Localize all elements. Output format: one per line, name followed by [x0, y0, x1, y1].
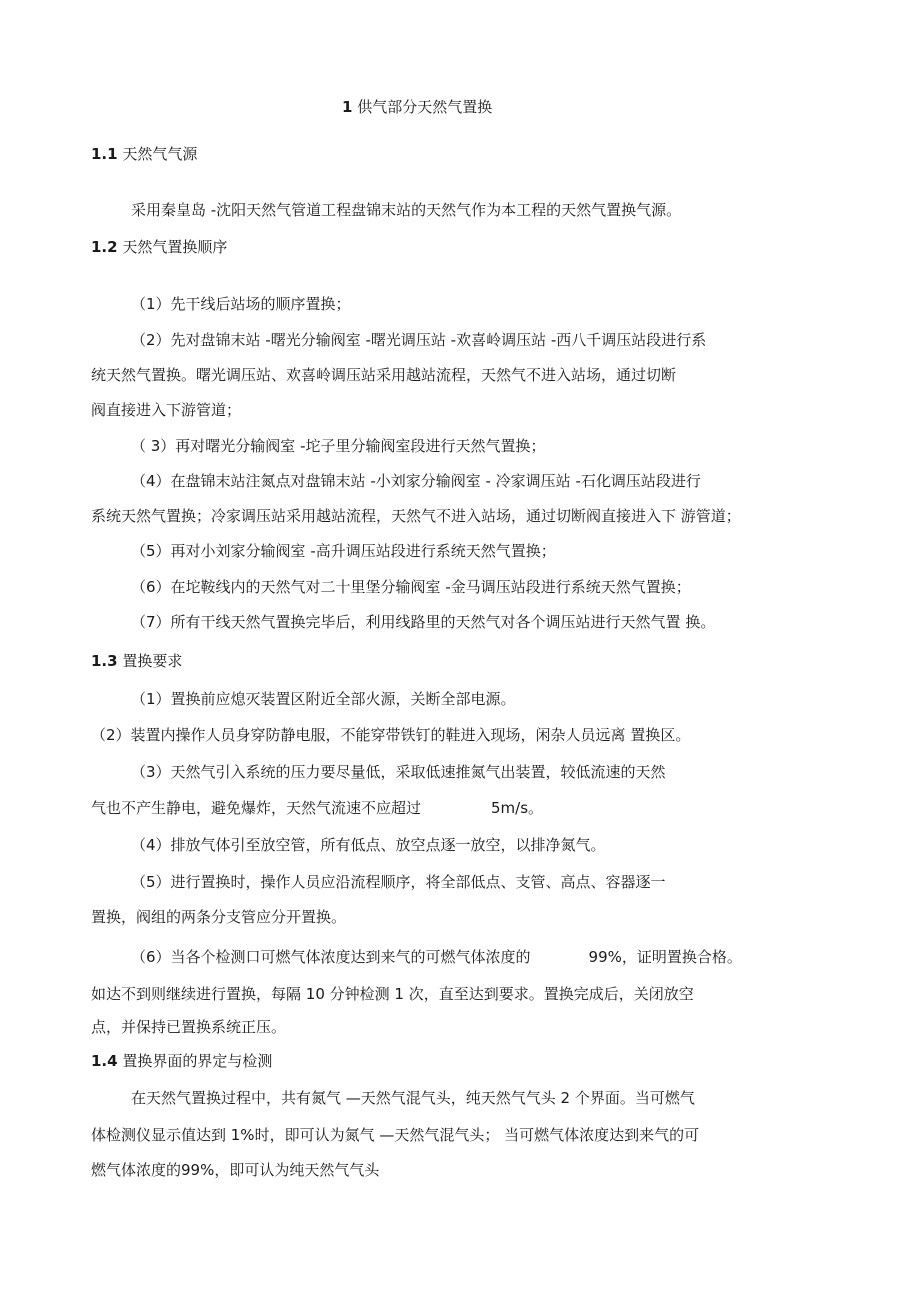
- list-item: （5）再对小刘家分输阀室 -高升调压站段进行系统天然气置换；: [131, 542, 556, 560]
- text-line: 置换，阀组的两条分支管应分开置换。: [91, 908, 347, 926]
- section-heading-1-3: [91, 651, 182, 671]
- section-number: 1.2: [91, 238, 118, 256]
- list-item: （7）所有干线天然气置换完毕后，利用线路里的天然气对各个调压站进行天然气置 换。: [131, 613, 716, 631]
- text-line: 阀直接进入下游管道；: [91, 401, 242, 419]
- list-item: （6）在坨鞍线内的天然气对二十里堡分输阀室 -金马调压站段进行系统天然气置换；: [131, 578, 691, 596]
- text-line: 统天然气置换。曙光调压站、欢喜岭调压站采用越站流程，天然气不进入站场，通过切断: [91, 366, 677, 384]
- section-heading-1-2: [91, 237, 227, 257]
- section-heading-1-4: [91, 1051, 272, 1071]
- concentration-value: 99%，证明置换合格。: [588, 948, 742, 966]
- text-line: 燃气体浓度的99%，即可认为纯天然气气头: [91, 1161, 380, 1179]
- paragraph: 在天然气置换过程中，共有氮气 —天然气混气头，纯天然气气头 2 个界面。当可燃气: [131, 1089, 695, 1107]
- text-line: 如达不到则继续进行置换，每隔 10 分钟检测 1 次，直至达到要求。置换完成后，关闭放空: [91, 985, 694, 1003]
- section-number: 1.3: [91, 652, 118, 670]
- list-item: （2）先对盘锦末站 -曙光分输阀室 -曙光调压站 -欢喜岭调压站 -西八千调压站段进行系: [131, 331, 707, 349]
- list-item: （2）装置内操作人员身穿防静电服，不能穿带铁钉的鞋进入现场，闲杂人员远离 置换区。: [91, 726, 691, 744]
- text-line: 系统天然气置换；冷家调压站采用越站流程，天然气不进入站场，通过切断阀直接进入下 游管道；: [91, 507, 741, 525]
- text-fragment: （6）当各个检测口可燃气体浓度达到来气的可燃气体浓度的: [131, 948, 531, 966]
- section-title: 天然气气源: [122, 145, 198, 163]
- text-line: 体检测仪显示值达到 1%时，即可认为氮气 —天然气混气头； 当可燃气体浓度达到来气的可: [91, 1126, 700, 1144]
- velocity-value: 5m/s。: [491, 799, 544, 817]
- title-number: 1: [342, 98, 353, 116]
- list-item: （1）先干线后站场的顺序置换；: [131, 295, 351, 313]
- title-text: 供气部分天然气置换: [357, 98, 493, 116]
- list-item: [131, 947, 742, 967]
- section-title: 置换要求: [122, 652, 183, 670]
- list-item: （3）天然气引入系统的压力要尽量低，采取低速推氮气出装置，较低流速的天然: [131, 763, 666, 781]
- page-title: [342, 97, 492, 117]
- list-item: （4）排放气体引至放空管，所有低点、放空点逐一放空，以排净氮气。: [131, 836, 606, 854]
- text-line: 点，并保持已置换系统正压。: [91, 1018, 287, 1036]
- list-item: （1）置换前应熄灭装置区附近全部火源，关断全部电源。: [131, 690, 516, 708]
- paragraph: 采用秦皇岛 -沈阳天然气管道工程盘锦末站的天然气作为本工程的天然气置换气源。: [131, 201, 682, 219]
- section-heading-1-1: [91, 144, 197, 164]
- text-fragment: 气也不产生静电，避免爆炸，天然气流速不应超过: [91, 799, 422, 817]
- section-number: 1.4: [91, 1052, 118, 1070]
- section-title: 天然气置换顺序: [122, 238, 228, 256]
- list-item: （4）在盘锦末站注氮点对盘锦末站 -小刘家分输阀室 - 冷家调压站 -石化调压站段进行: [131, 472, 701, 490]
- section-number: 1.1: [91, 145, 118, 163]
- text-line: [91, 798, 543, 818]
- list-item: （5）进行置换时，操作人员应沿流程顺序，将全部低点、支管、高点、容器逐一: [131, 873, 666, 891]
- list-item: （ 3）再对曙光分输阀室 -坨子里分输阀室段进行天然气置换；: [131, 437, 546, 455]
- section-title: 置换界面的界定与检测: [122, 1052, 273, 1070]
